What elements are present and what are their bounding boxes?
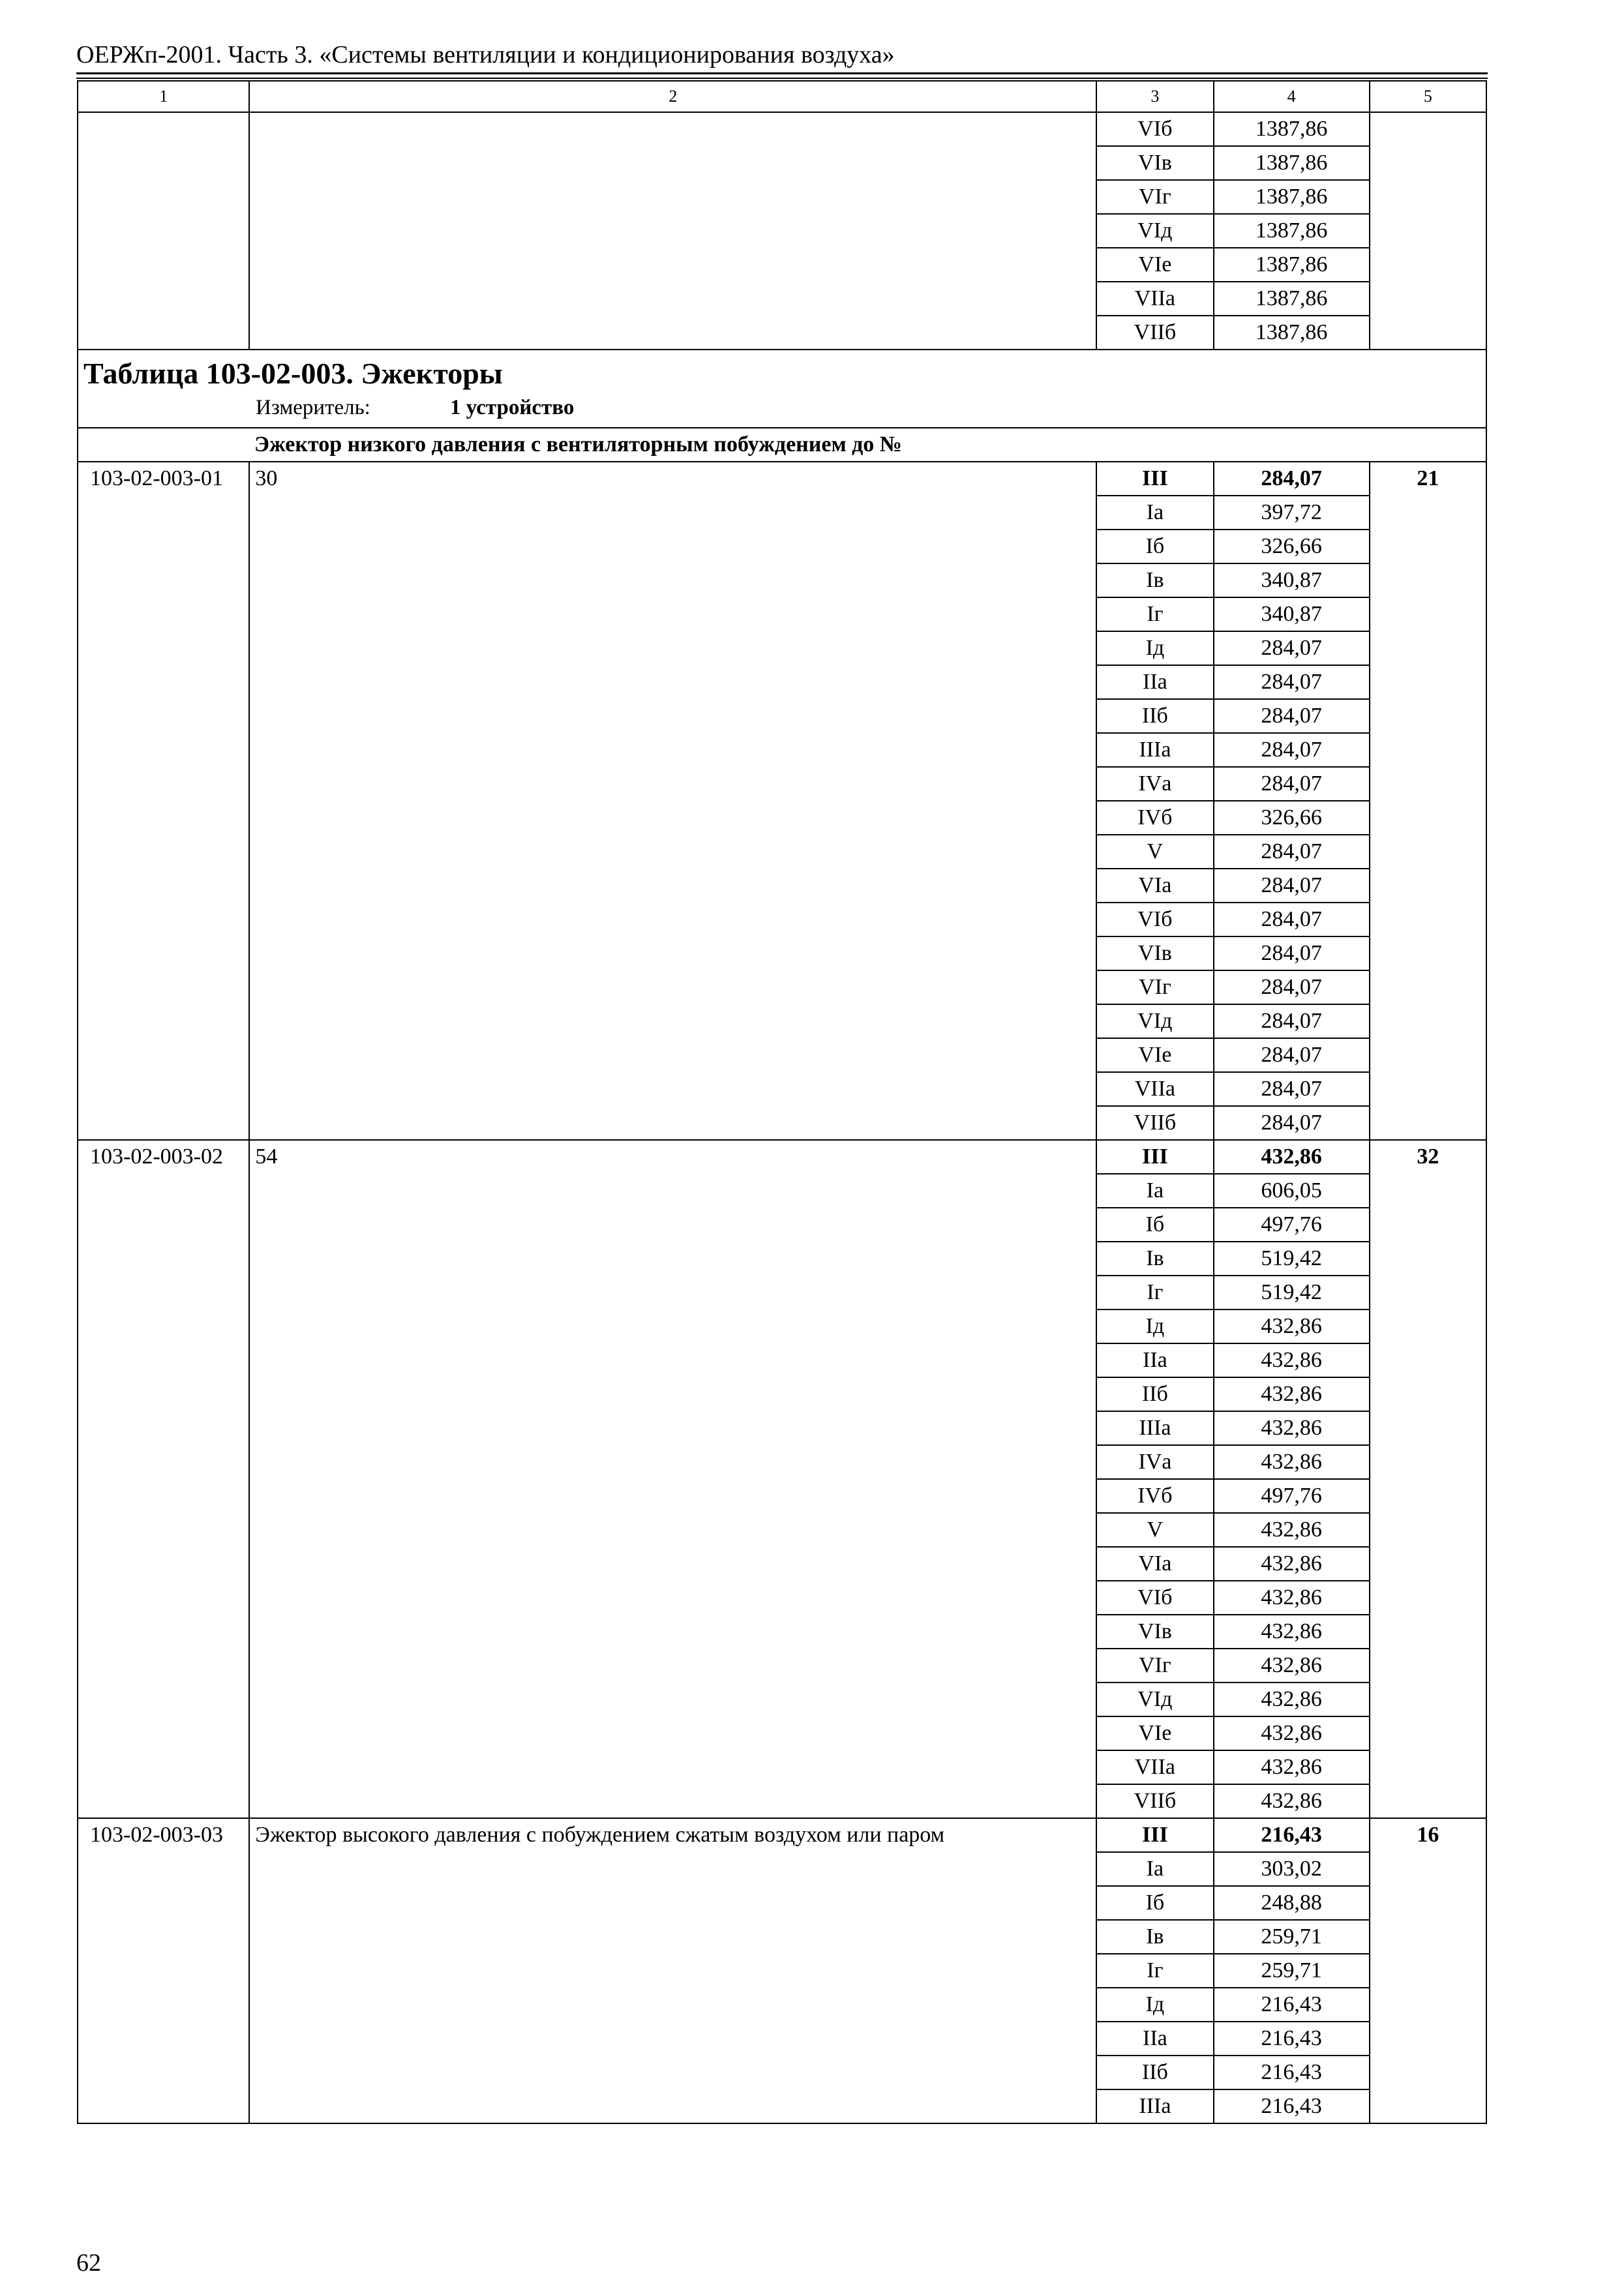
price-cell: 216,43	[1214, 2022, 1370, 2056]
price-cell: 432,86	[1214, 1547, 1370, 1581]
price-cell: 259,71	[1214, 1920, 1370, 1954]
price-cell: 519,42	[1214, 1276, 1370, 1309]
price-cell: 432,86	[1214, 1750, 1370, 1784]
price-cell: 432,86	[1214, 1784, 1370, 1818]
zone-cell: IVа	[1096, 767, 1213, 801]
price-cell: 1387,86	[1214, 112, 1370, 146]
price-cell: 284,07	[1214, 869, 1370, 903]
price-cell: 340,87	[1214, 597, 1370, 631]
price-cell: 326,66	[1214, 801, 1370, 835]
price-cell: 284,07	[1214, 699, 1370, 733]
item-description: Эжектор высокого давления с побуждением сжатым воздухом или паром	[249, 1818, 1096, 2123]
table-title-row	[78, 350, 1486, 428]
zone-cell: IIIа	[1096, 2089, 1213, 2123]
zone-cell: VIг	[1096, 180, 1213, 214]
price-cell: 432,86	[1214, 1649, 1370, 1683]
item-code: 103-02-003-02	[78, 1140, 249, 1818]
price-cell: 497,76	[1214, 1479, 1370, 1513]
zone-cell: VIб	[1096, 1581, 1213, 1615]
measure-label: Измеритель:	[256, 396, 370, 419]
zone-cell: VIд	[1096, 1683, 1213, 1716]
zone-cell: Iв	[1096, 563, 1213, 597]
price-cell: 497,76	[1214, 1208, 1370, 1242]
item-code: 103-02-003-03	[78, 1818, 249, 2123]
zone-cell: VIб	[1096, 903, 1213, 936]
price-cell: 519,42	[1214, 1242, 1370, 1276]
zone-cell: III	[1096, 462, 1213, 496]
section-title: Эжектор низкого давления с вентиляторным побуждением до №	[78, 428, 1486, 462]
price-cell: 340,87	[1214, 563, 1370, 597]
price-cell: 284,07	[1214, 903, 1370, 936]
item-col5: 21	[1370, 462, 1486, 1140]
price-cell: 432,86	[1214, 1309, 1370, 1343]
item-description: 30	[249, 462, 1096, 1140]
zone-cell: III	[1096, 1818, 1213, 1852]
zone-cell: VIг	[1096, 970, 1213, 1004]
price-cell: 1387,86	[1214, 146, 1370, 180]
price-cell: 284,07	[1214, 1106, 1370, 1140]
table-row	[78, 1140, 1486, 1174]
price-cell: 326,66	[1214, 530, 1370, 563]
column-number-1: 1	[78, 81, 249, 112]
column-number-row	[78, 81, 1486, 112]
price-cell: 216,43	[1214, 2089, 1370, 2123]
zone-cell: IIа	[1096, 1343, 1213, 1377]
zone-cell: VIIа	[1096, 1750, 1213, 1784]
col5-cell	[1370, 112, 1486, 350]
zone-cell: VIIб	[1096, 1784, 1213, 1818]
price-cell: 259,71	[1214, 1954, 1370, 1988]
price-cell: 284,07	[1214, 767, 1370, 801]
zone-cell: VIIа	[1096, 1072, 1213, 1106]
price-cell: 432,86	[1214, 1683, 1370, 1716]
column-number-4: 4	[1214, 81, 1370, 112]
item-col5: 16	[1370, 1818, 1486, 2123]
zone-cell: IIа	[1096, 2022, 1213, 2056]
zone-cell: IIб	[1096, 2056, 1213, 2089]
zone-cell: IIIа	[1096, 733, 1213, 767]
zone-cell: Iв	[1096, 1242, 1213, 1276]
zone-cell: VIв	[1096, 146, 1213, 180]
rates-table	[77, 80, 1487, 2124]
zone-cell: VIIб	[1096, 1106, 1213, 1140]
section-title-row	[78, 428, 1486, 462]
zone-cell: IIб	[1096, 1377, 1213, 1411]
zone-cell: Iб	[1096, 530, 1213, 563]
zone-cell: IIIа	[1096, 1411, 1213, 1445]
table-row	[78, 112, 1486, 146]
zone-cell: VIе	[1096, 248, 1213, 282]
zone-cell: IVа	[1096, 1445, 1213, 1479]
price-cell: 248,88	[1214, 1886, 1370, 1920]
zone-cell: V	[1096, 835, 1213, 869]
zone-cell: Iб	[1096, 1208, 1213, 1242]
price-cell: 284,07	[1214, 1004, 1370, 1038]
zone-cell: Iг	[1096, 1954, 1213, 1988]
zone-cell: Iд	[1096, 1309, 1213, 1343]
price-cell: 284,07	[1214, 1038, 1370, 1072]
zone-cell: IVб	[1096, 801, 1213, 835]
price-cell: 216,43	[1214, 1988, 1370, 2022]
price-cell: 432,86	[1214, 1445, 1370, 1479]
header-rule-double	[76, 78, 1488, 79]
price-cell: 432,86	[1214, 1615, 1370, 1649]
measure-line	[83, 395, 1486, 421]
column-number-2: 2	[249, 81, 1096, 112]
table-row	[78, 462, 1486, 496]
price-cell: 216,43	[1214, 2056, 1370, 2089]
price-cell: 1387,86	[1214, 248, 1370, 282]
price-cell: 432,86	[1214, 1140, 1370, 1174]
zone-cell: VIа	[1096, 869, 1213, 903]
zone-cell: Iд	[1096, 1988, 1213, 2022]
document-header: ОЕРЖп-2001. Часть 3. «Системы вентиляции и кондиционирования воздуха»	[76, 41, 895, 68]
zone-cell: VIг	[1096, 1649, 1213, 1683]
price-cell: 284,07	[1214, 631, 1370, 665]
zone-cell: Iб	[1096, 1886, 1213, 1920]
code-cell	[78, 112, 249, 350]
table-title: Таблица 103-02-003. Эжекторы	[83, 357, 503, 390]
description-cell	[249, 112, 1096, 350]
zone-cell: VIб	[1096, 112, 1213, 146]
item-col5: 32	[1370, 1140, 1486, 1818]
price-cell: 1387,86	[1214, 180, 1370, 214]
price-cell: 432,86	[1214, 1513, 1370, 1547]
price-cell: 284,07	[1214, 936, 1370, 970]
column-number-5: 5	[1370, 81, 1486, 112]
price-cell: 284,07	[1214, 665, 1370, 699]
zone-cell: VIв	[1096, 1615, 1213, 1649]
price-cell: 1387,86	[1214, 214, 1370, 248]
price-cell: 284,07	[1214, 1072, 1370, 1106]
table-title-cell	[78, 350, 1486, 428]
zone-cell: Iв	[1096, 1920, 1213, 1954]
zone-cell: Iа	[1096, 1852, 1213, 1886]
item-description: 54	[249, 1140, 1096, 1818]
price-cell: 432,86	[1214, 1343, 1370, 1377]
price-cell: 284,07	[1214, 733, 1370, 767]
price-cell: 432,86	[1214, 1716, 1370, 1750]
price-cell: 432,86	[1214, 1581, 1370, 1615]
measure-value: 1 устройство	[450, 396, 575, 419]
price-cell: 284,07	[1214, 462, 1370, 496]
zone-cell: VIIб	[1096, 316, 1213, 350]
price-cell: 284,07	[1214, 835, 1370, 869]
price-cell: 284,07	[1214, 970, 1370, 1004]
zone-cell: VIа	[1096, 1547, 1213, 1581]
item-code: 103-02-003-01	[78, 462, 249, 1140]
zone-cell: VIIа	[1096, 282, 1213, 316]
zone-cell: Iг	[1096, 1276, 1213, 1309]
zone-cell: IIб	[1096, 699, 1213, 733]
zone-cell: VIе	[1096, 1716, 1213, 1750]
zone-cell: Iг	[1096, 597, 1213, 631]
zone-cell: Iа	[1096, 496, 1213, 530]
column-number-3: 3	[1096, 81, 1213, 112]
zone-cell: V	[1096, 1513, 1213, 1547]
price-cell: 432,86	[1214, 1411, 1370, 1445]
header-rule	[76, 72, 1488, 74]
zone-cell: VIд	[1096, 1004, 1213, 1038]
zone-cell: VIв	[1096, 936, 1213, 970]
zone-cell: IVб	[1096, 1479, 1213, 1513]
page-number: 62	[76, 2249, 101, 2277]
price-cell: 1387,86	[1214, 316, 1370, 350]
zone-cell: VIе	[1096, 1038, 1213, 1072]
zone-cell: IIа	[1096, 665, 1213, 699]
price-cell: 432,86	[1214, 1377, 1370, 1411]
price-cell: 303,02	[1214, 1852, 1370, 1886]
table-row	[78, 1818, 1486, 1852]
zone-cell: Iа	[1096, 1174, 1213, 1208]
zone-cell: Iд	[1096, 631, 1213, 665]
zone-cell: III	[1096, 1140, 1213, 1174]
price-cell: 216,43	[1214, 1818, 1370, 1852]
price-cell: 1387,86	[1214, 282, 1370, 316]
price-cell: 397,72	[1214, 496, 1370, 530]
price-cell: 606,05	[1214, 1174, 1370, 1208]
zone-cell: VIд	[1096, 214, 1213, 248]
